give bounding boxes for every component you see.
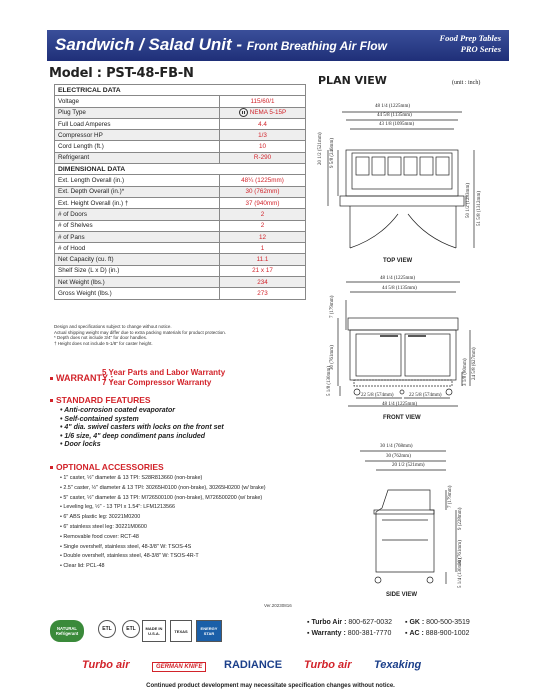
dim-label: 5 1/4 (130mm) (458, 558, 463, 588)
spec-label: # of Hood (55, 243, 220, 254)
phone-number[interactable]: 800-627-0032 (348, 619, 392, 626)
spec-value: 2 (220, 220, 306, 231)
spec-label: Voltage (55, 96, 220, 107)
spec-value: 273 (220, 288, 306, 299)
spec-label: Cord Length (ft.) (55, 141, 220, 152)
radiance-logo: RADIANCE (224, 659, 283, 671)
title-text: Sandwich / Salad Unit - (55, 35, 247, 54)
version-label: Ver.20230816 (264, 603, 292, 608)
spec-label: # of Shelves (55, 220, 220, 231)
spec-value: 4.4 (220, 118, 306, 129)
section-heading-text: DIMENSIONAL DATA (55, 164, 306, 175)
phone-number[interactable]: 888-900-1002 (425, 630, 470, 637)
series-line-2: PRO Series (460, 44, 501, 54)
plan-view-title: PLAN VIEW (318, 74, 387, 87)
note-line: Design and specifications subject to change without notice. (54, 324, 172, 329)
dim-label: 43 1/8 (1095mm) (379, 122, 414, 127)
dim-label: 48 1/4 (1225mm) (375, 104, 410, 109)
cert-text: ETL (126, 626, 136, 632)
dim-label: 7 (179mm) (330, 295, 335, 318)
accessory-item: • 5" caster, ½" diameter & 13 TPI: M726500100 (non-brake), M726500200 (w/ brake) (60, 494, 266, 504)
spec-value-text: NEMA 5-15P (249, 109, 287, 117)
dim-label: 3 1/8 (80mm) (463, 358, 468, 386)
series-line-1: Food Prep Tables (439, 33, 501, 43)
contact-row: ▪ Turbo Air : 800-627-0032 ▪ GK : 800-500-3519 (307, 619, 470, 626)
side-view-drawing (360, 451, 456, 584)
accessory-item: • Single overshelf, stainless steel, 48-3/8" W: TSOS-4S (60, 543, 266, 553)
top-view-label: TOP VIEW (383, 258, 413, 264)
cert-text: NATURAL Refrigerant (55, 626, 79, 636)
turbo-air-logo: Turbo air (304, 659, 352, 671)
dim-label: 30 1/4 (768mm) (380, 444, 413, 449)
turbo-air-logo: Turbo air (82, 659, 130, 671)
dim-label: 51 5/8 (1312mm) (477, 191, 482, 226)
feature-item: • Door locks (60, 441, 224, 450)
spec-value: 30 (762mm) (220, 186, 306, 197)
dim-label: 30 (762mm) (386, 454, 411, 459)
feature-item: • Self-contained system (60, 416, 224, 425)
spec-value: 37 (940mm) (220, 197, 306, 208)
top-view-drawing (328, 112, 474, 248)
spec-value: R-290 (220, 152, 306, 163)
spec-value: 1/3 (220, 130, 306, 141)
spec-label: Full Load Amperes (55, 118, 220, 129)
cert-text: MADE IN U.S.A. (145, 626, 163, 636)
dim-label: 48 1/4 (1225mm) (380, 276, 415, 281)
spec-value: 21 x 17 (220, 265, 306, 276)
warranty-label-text: WARRANTY : (56, 373, 114, 383)
unit-note: (unit : inch) (452, 80, 481, 86)
cert-text: ENERGY STAR (200, 626, 218, 636)
cert-text: TEXAS (174, 628, 188, 634)
accessory-item: • 6" ABS plastic leg: 30221M0200 (60, 513, 266, 523)
contact-row: ▪ Warranty : 800-381-7770 ▪ AC : 888-900-1002 (307, 630, 470, 637)
side-view-label: SIDE VIEW (386, 592, 418, 598)
accessory-item: • Double overshelf, stainless steel, 48-3/8" W: TSOS-4R-T (60, 552, 266, 562)
standard-features-title-text: STANDARD FEATURES (56, 395, 151, 405)
contact-label: GK : (409, 619, 425, 626)
german-knife-logo: GERMAN KNIFE (152, 662, 206, 672)
spec-label: Ext. Depth Overall (in.)* (55, 186, 220, 197)
spec-value: 1 (220, 243, 306, 254)
warranty-line-2: 7 Year Compressor Warranty (102, 377, 212, 387)
accessory-item: • Leveling leg, ½" - 13 TPI x 1.54": LFM1213566 (60, 503, 266, 513)
warranty-line-1: 5 Year Parts and Labor Warranty (102, 368, 226, 377)
spec-label: # of Doors (55, 209, 220, 220)
contact-label: Warranty : (311, 630, 346, 637)
phone-number[interactable]: 800-500-3519 (426, 619, 470, 626)
dim-label: 7 (179mm) (448, 485, 453, 508)
model-number: Model : PST-48-FB-N (49, 66, 194, 81)
optional-accessories-title-text: OPTIONAL ACCESSORIES (56, 462, 164, 472)
accessory-item: • 6" stainless steel leg: 30221M0600 (60, 523, 266, 533)
dim-label: 22 5/8 (574mm) (409, 393, 442, 398)
contact-label: Turbo Air : (311, 619, 347, 626)
spec-value: 11.1 (220, 254, 306, 265)
dim-label: 30 (761mm) (458, 540, 463, 565)
dim-label: 20 1/2 (521mm) (318, 132, 323, 165)
front-view-label: FRONT VIEW (383, 415, 421, 421)
spec-label: Shelf Size (L x D) (in.) (55, 265, 220, 276)
dim-label: 5 1/8 (130mm) (327, 366, 332, 396)
spec-label: Net Weight (lbs.) (55, 277, 220, 288)
spec-label: # of Pans (55, 231, 220, 242)
dim-label: 9 (228mm) (458, 507, 463, 530)
spec-value: 48¼ (1225mm) (220, 175, 306, 186)
footer-disclaimer: Continued product development may necessitate specification changes without notice. (146, 683, 395, 689)
feature-item: • 4" dia. swivel casters with locks on the front set (60, 424, 224, 433)
texaking-logo: Texaking (374, 659, 422, 671)
spec-label: Refrigerant (55, 152, 220, 163)
dim-label: 9 5/8 (246mm) (330, 138, 335, 168)
phone-number[interactable]: 800-381-7770 (347, 630, 392, 637)
dim-label: 30 (761mm) (330, 345, 335, 370)
accessory-item: • Removable food cover: RCT-48 (60, 533, 266, 543)
spec-label: Net Capacity (cu. ft) (55, 254, 220, 265)
front-view-drawing (338, 282, 470, 406)
dim-label: 48 1/4 (1225mm) (382, 402, 417, 407)
spec-label: Ext. Height Overall (in.) † (55, 197, 220, 208)
dim-label: 44 5/8 (1135mm) (382, 286, 417, 291)
note-line: Actual shipping weight may differ due to extra packing materials for product protection. (54, 329, 227, 335)
dim-label: 22 5/8 (574mm) (361, 393, 394, 398)
spec-label: Compressor HP (55, 130, 220, 141)
dim-label: 50 1/2 (1283mm) (466, 183, 471, 218)
spec-value: 234 (220, 277, 306, 288)
contact-info (307, 617, 503, 639)
dim-label: 20 1/2 (521mm) (392, 463, 425, 468)
feature-item: • Anti-corrosion coated evaporator (60, 407, 224, 416)
section-heading-text: ELECTRICAL DATA (55, 85, 306, 96)
spec-value: 115/60/1 (220, 96, 306, 107)
dim-label: 44 5/8 (1135mm) (377, 113, 412, 118)
spec-value: 12 (220, 231, 306, 242)
spec-label: Plug Type (55, 107, 220, 118)
spec-label: Gross Weight (lbs.) (55, 288, 220, 299)
spec-label: Ext. Length Overall (in.) (55, 175, 220, 186)
brand-strip (82, 656, 462, 678)
note-line: * Depth does not include 3/4" for door handles. (54, 335, 148, 341)
dim-label: 24 5/8 (627mm) (472, 347, 477, 380)
contact-label: AC : (409, 630, 424, 637)
title-subtitle: Front Breathing Air Flow (246, 39, 387, 53)
note-line: † Height does not include 5-1/8" for caster height. (54, 340, 153, 346)
spec-value: 10 (220, 141, 306, 152)
cert-text: ETL (102, 626, 112, 632)
feature-item: • 1/6 size, 4" deep condiment pans included (60, 433, 224, 442)
accessory-item: • Clear lid: PCL-48 (60, 562, 266, 572)
accessory-item: • 1" caster, ½" diameter & 13 TPI: S28R813660 (non-brake) (60, 474, 266, 484)
spec-value: 2 (220, 209, 306, 220)
accessory-item: • 2.5" caster, ½" diameter & 13 TPI: 30265H0100 (non-brake), 30265H0200 (w/ brake) (60, 484, 266, 494)
